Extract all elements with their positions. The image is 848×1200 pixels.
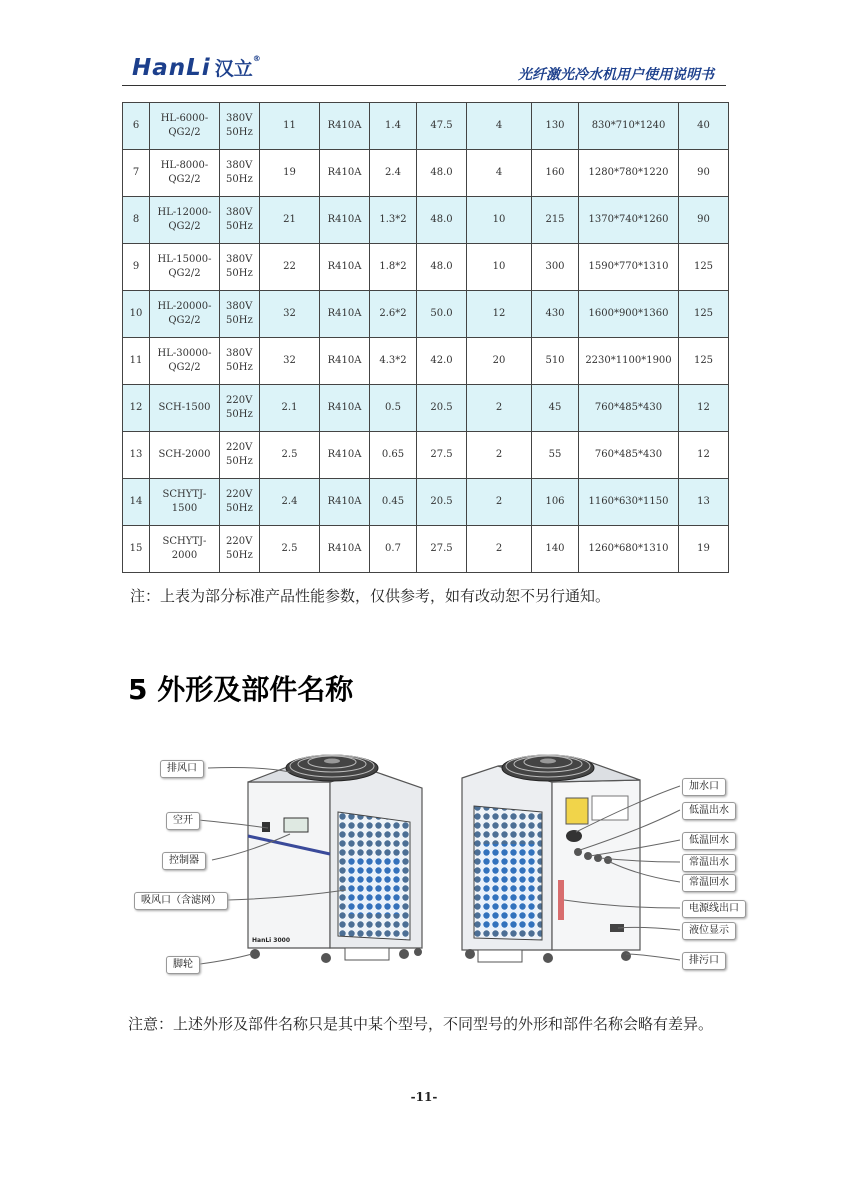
table-note: 注：上表为部分标准产品性能参数，仅供参考，如有改动恕不另行通知。	[130, 587, 611, 605]
table-cell: R410A	[320, 291, 370, 338]
table-cell: 4	[467, 103, 532, 150]
table-cell: 220V 50Hz	[220, 385, 260, 432]
table-cell: 2	[467, 385, 532, 432]
figure-note: 注意：上述外形及部件名称只是其中某个型号，不同型号的外形和部件名称会略有差异。	[128, 1015, 714, 1033]
document-title: 光纤激光冷水机用户使用说明书	[518, 67, 714, 83]
table-cell: 760*485*430	[579, 385, 679, 432]
table-cell: 45	[532, 385, 579, 432]
table-cell: HL-6000- QG2/2	[150, 103, 220, 150]
table-cell: SCHYTJ- 1500	[150, 479, 220, 526]
table-cell: 21	[260, 197, 320, 244]
table-cell: 2.4	[260, 479, 320, 526]
table-cell: 300	[532, 244, 579, 291]
table-cell: 1600*900*1360	[579, 291, 679, 338]
table-row	[123, 244, 729, 291]
table-cell: 380V 50Hz	[220, 197, 260, 244]
callout-label: 电源线出口	[682, 900, 746, 918]
table-cell: 2	[467, 526, 532, 573]
callout-label: 低温回水	[682, 832, 736, 850]
callout-label: 液位显示	[682, 922, 736, 940]
table-cell: 380V 50Hz	[220, 103, 260, 150]
table-cell: 1160*630*1150	[579, 479, 679, 526]
table-row	[123, 432, 729, 479]
table-cell: 380V 50Hz	[220, 291, 260, 338]
table-cell: 130	[532, 103, 579, 150]
table-cell: 19	[679, 526, 729, 573]
table-cell: 4.3*2	[370, 338, 417, 385]
callout-label: 排污口	[682, 952, 726, 970]
table-cell: R410A	[320, 150, 370, 197]
table-cell: HL-15000- QG2/2	[150, 244, 220, 291]
table-cell: 125	[679, 244, 729, 291]
table-cell: 160	[532, 150, 579, 197]
table-row	[123, 526, 729, 573]
table-cell: 2.5	[260, 526, 320, 573]
table-cell: 6	[123, 103, 150, 150]
table-cell: 4	[467, 150, 532, 197]
table-cell: 0.65	[370, 432, 417, 479]
table-cell: 2.5	[260, 432, 320, 479]
table-cell: 32	[260, 291, 320, 338]
table-row	[123, 385, 729, 432]
table-cell: 830*710*1240	[579, 103, 679, 150]
table-cell: 1.8*2	[370, 244, 417, 291]
table-row	[123, 479, 729, 526]
table-cell: 510	[532, 338, 579, 385]
table-cell: 8	[123, 197, 150, 244]
table-cell: 12	[679, 385, 729, 432]
table-cell: 380V 50Hz	[220, 338, 260, 385]
table-cell: 27.5	[417, 432, 467, 479]
table-cell: HL-12000- QG2/2	[150, 197, 220, 244]
callout-label: 吸风口（含滤网）	[134, 892, 228, 910]
table-cell: R410A	[320, 244, 370, 291]
table-cell: 42.0	[417, 338, 467, 385]
callout-label: 控制器	[162, 852, 206, 870]
table-cell: 215	[532, 197, 579, 244]
table-cell: R410A	[320, 385, 370, 432]
table-cell: 1280*780*1220	[579, 150, 679, 197]
table-cell: 1590*770*1310	[579, 244, 679, 291]
table-cell: R410A	[320, 338, 370, 385]
table-cell: 40	[679, 103, 729, 150]
table-cell: R410A	[320, 526, 370, 573]
table-cell: 2.1	[260, 385, 320, 432]
table-cell: 50.0	[417, 291, 467, 338]
table-cell: SCH-2000	[150, 432, 220, 479]
table-cell: 20	[467, 338, 532, 385]
table-cell: 380V 50Hz	[220, 244, 260, 291]
table-cell: 2230*1100*1900	[579, 338, 679, 385]
table-cell: HL-20000- QG2/2	[150, 291, 220, 338]
table-cell: 13	[679, 479, 729, 526]
hanli-logo	[132, 54, 261, 81]
table-cell: 1370*740*1260	[579, 197, 679, 244]
table-cell: 220V 50Hz	[220, 479, 260, 526]
table-cell: 10	[123, 291, 150, 338]
callout-label: 加水口	[682, 778, 726, 796]
callout-label: 空开	[166, 812, 200, 830]
table-cell: 2.6*2	[370, 291, 417, 338]
table-cell: 1.3*2	[370, 197, 417, 244]
table-cell: 220V 50Hz	[220, 526, 260, 573]
callout-label: 常温出水	[682, 854, 736, 872]
header-rule	[122, 85, 726, 86]
callout-label: 低温出水	[682, 802, 736, 820]
table-row	[123, 291, 729, 338]
callout-label: 常温回水	[682, 874, 736, 892]
spec-table-body	[123, 103, 729, 573]
table-cell: R410A	[320, 197, 370, 244]
table-cell: 380V 50Hz	[220, 150, 260, 197]
table-cell: 1260*680*1310	[579, 526, 679, 573]
spec-table	[122, 102, 729, 573]
table-cell: 0.7	[370, 526, 417, 573]
left-unit	[248, 755, 422, 963]
table-cell: 2.4	[370, 150, 417, 197]
table-cell: SCHYTJ- 2000	[150, 526, 220, 573]
table-cell: 11	[260, 103, 320, 150]
table-cell: 12	[467, 291, 532, 338]
logo-cn: 汉立	[214, 58, 253, 80]
table-row	[123, 338, 729, 385]
callout-label: 脚轮	[166, 956, 200, 974]
table-cell: 11	[123, 338, 150, 385]
table-cell: 12	[123, 385, 150, 432]
table-row	[123, 103, 729, 150]
table-cell: 0.45	[370, 479, 417, 526]
table-cell: 12	[679, 432, 729, 479]
table-cell: 90	[679, 150, 729, 197]
table-row	[123, 150, 729, 197]
table-cell: 106	[532, 479, 579, 526]
page-header	[122, 52, 726, 86]
registered-mark: ®	[252, 54, 261, 63]
page-number: -11-	[410, 1090, 438, 1104]
table-cell: 1.4	[370, 103, 417, 150]
table-cell: 48.0	[417, 197, 467, 244]
table-cell: 19	[260, 150, 320, 197]
table-cell: 48.0	[417, 150, 467, 197]
table-cell: HL-30000- QG2/2	[150, 338, 220, 385]
table-cell: 7	[123, 150, 150, 197]
section-title: 5 外形及部件名称	[128, 673, 354, 706]
table-cell: 125	[679, 338, 729, 385]
table-cell: 0.5	[370, 385, 417, 432]
table-cell: 15	[123, 526, 150, 573]
table-cell: 14	[123, 479, 150, 526]
table-cell: 125	[679, 291, 729, 338]
table-cell: 90	[679, 197, 729, 244]
table-cell: 27.5	[417, 526, 467, 573]
chiller-figure	[140, 740, 780, 990]
table-cell: SCH-1500	[150, 385, 220, 432]
unit-badge: HanLi 3000	[252, 937, 291, 944]
callout-label: 排风口	[160, 760, 204, 778]
table-cell: R410A	[320, 103, 370, 150]
table-cell: 10	[467, 244, 532, 291]
table-cell: 55	[532, 432, 579, 479]
table-cell: 20.5	[417, 385, 467, 432]
logo-latin: HanLi	[132, 55, 211, 81]
table-cell: HL-8000- QG2/2	[150, 150, 220, 197]
table-cell: 2	[467, 432, 532, 479]
table-cell: 2	[467, 479, 532, 526]
table-cell: 760*485*430	[579, 432, 679, 479]
table-cell: 22	[260, 244, 320, 291]
table-cell: 13	[123, 432, 150, 479]
table-cell: 20.5	[417, 479, 467, 526]
table-cell: 48.0	[417, 244, 467, 291]
table-cell: 32	[260, 338, 320, 385]
table-row	[123, 197, 729, 244]
table-cell: 220V 50Hz	[220, 432, 260, 479]
table-cell: 9	[123, 244, 150, 291]
table-cell: R410A	[320, 432, 370, 479]
table-cell: 140	[532, 526, 579, 573]
table-cell: R410A	[320, 479, 370, 526]
table-cell: 47.5	[417, 103, 467, 150]
table-cell: 430	[532, 291, 579, 338]
table-cell: 10	[467, 197, 532, 244]
